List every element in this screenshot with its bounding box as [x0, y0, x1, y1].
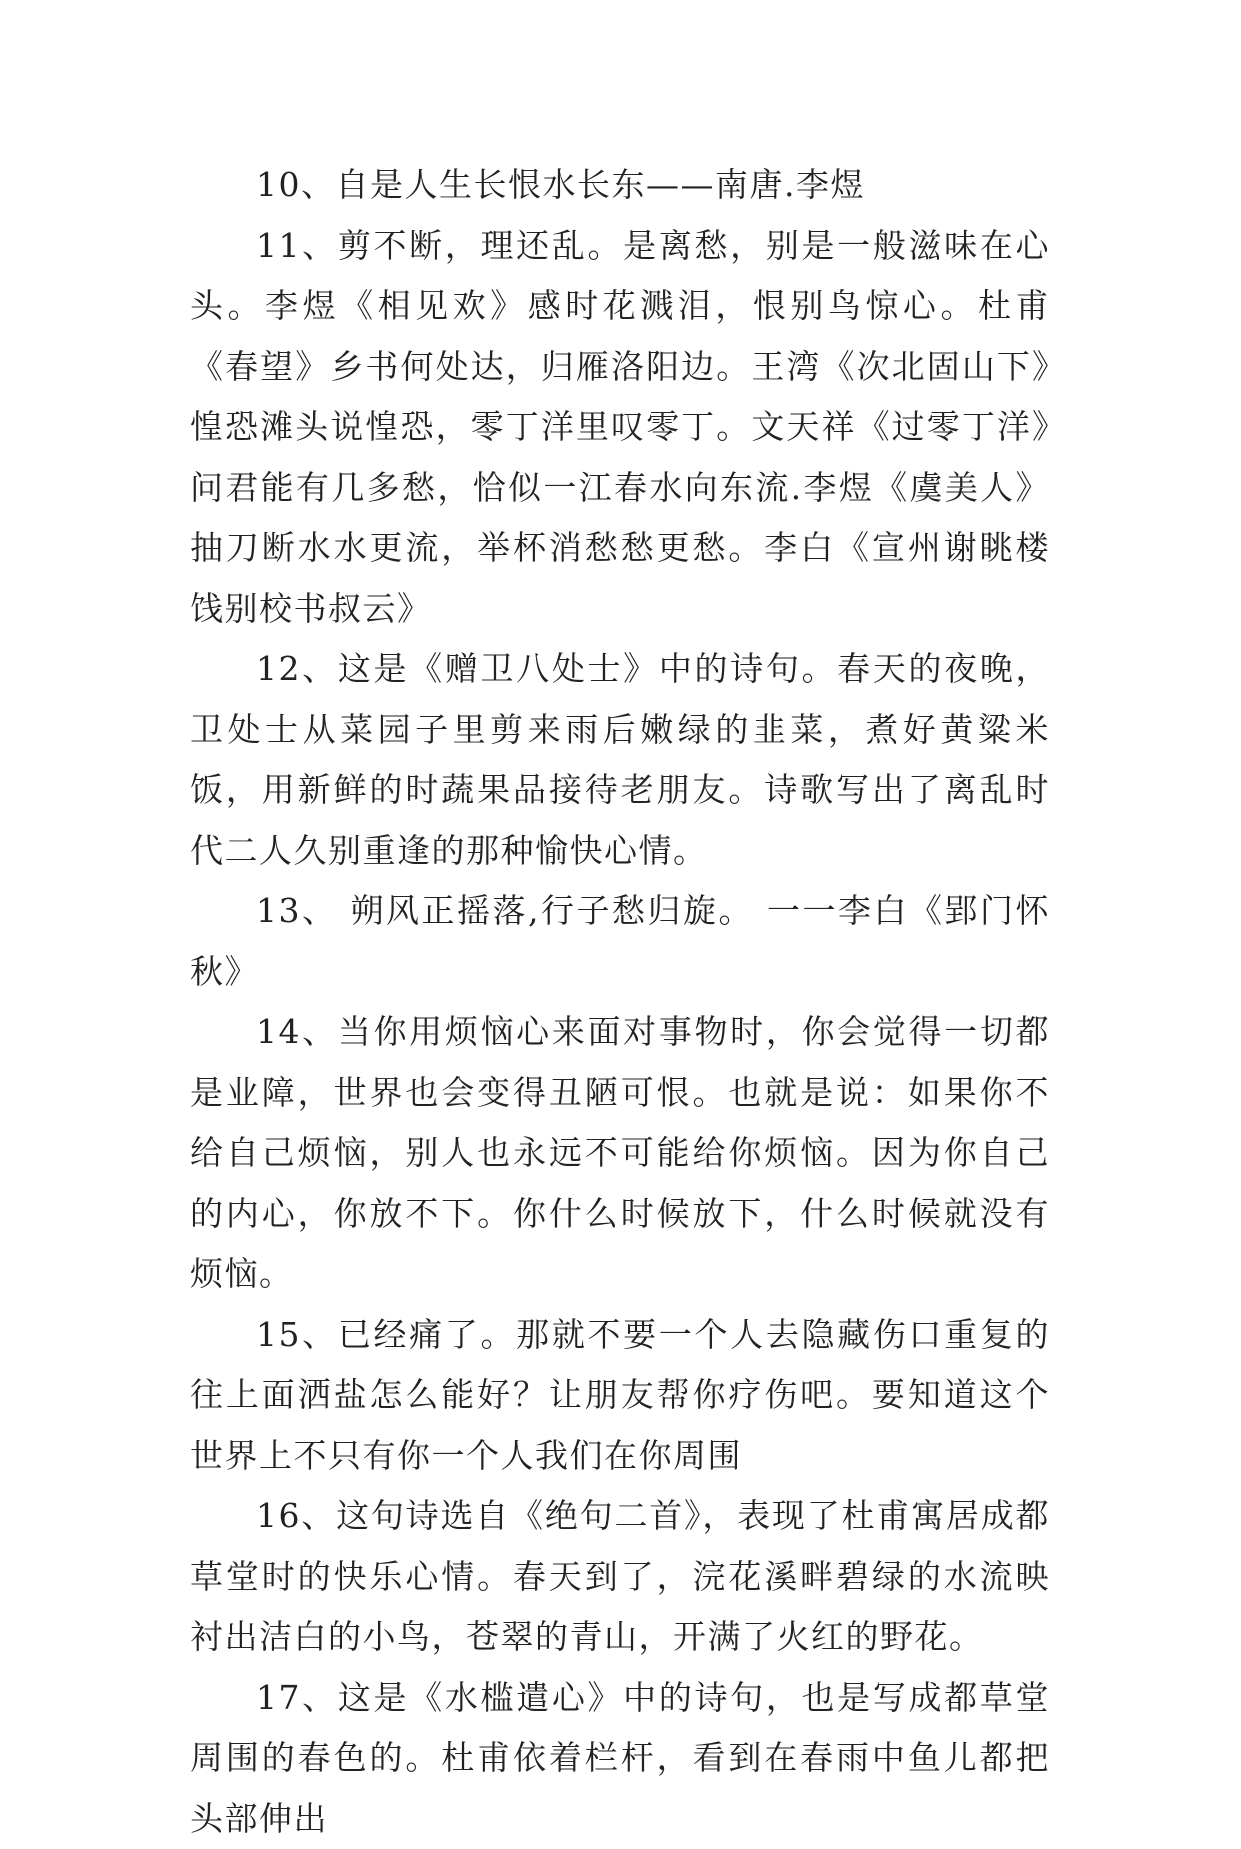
document-body — [190, 155, 1050, 1849]
paragraph-16: 16、这句诗选自《绝句二首》，表现了杜甫寓居成都草堂时的快乐心情。春天到了，浣花溪畔碧绿的水流映衬出洁白的小鸟，苍翠的青山，开满了火红的野花。 — [190, 1486, 1050, 1668]
paragraph-17: 17、这是《水槛遣心》中的诗句，也是写成都草堂周围的春色的。杜甫依着栏杆，看到在春雨中鱼儿都把头部伸出 — [190, 1668, 1050, 1849]
paragraph-10: 10、自是人生长恨水长东——南唐.李煜 — [190, 155, 1050, 216]
paragraph-11: 11、剪不断，理还乱。是离愁，别是一般滋味在心头。李煜《相见欢》感时花溅泪，恨别鸟惊心。杜甫《春望》乡书何处达，归雁洛阳边。王湾《次北固山下》惶恐滩头说惶恐，零丁洋里叹零丁。文天祥《过零丁洋》问君能有几多愁，恰似一江春水向东流.李煜《虞美人》抽刀断水水更流，举杯消愁愁更愁。李白《宣州谢眺楼饯别校书叔云》 — [190, 216, 1050, 640]
paragraph-12: 12、这是《赠卫八处士》中的诗句。春天的夜晚，卫处士从菜园子里剪来雨后嫩绿的韭菜，煮好黄粱米饭，用新鲜的时蔬果品接待老朋友。诗歌写出了离乱时代二人久别重逢的那种愉快心情。 — [190, 639, 1050, 881]
paragraph-13: 13、 朔风正摇落,行子愁归旋。 一一李白《郢门怀秋》 — [190, 881, 1050, 1002]
paragraph-15: 15、已经痛了。那就不要一个人去隐藏伤口重复的往上面洒盐怎么能好？让朋友帮你疗伤吧。要知道这个世界上不只有你一个人我们在你周围 — [190, 1305, 1050, 1487]
paragraph-14: 14、当你用烦恼心来面对事物时，你会觉得一切都是业障，世界也会变得丑陋可恨。也就是说：如果你不给自己烦恼，别人也永远不可能给你烦恼。因为你自己的内心，你放不下。你什么时候放下，什么时候就没有烦恼。 — [190, 1002, 1050, 1305]
